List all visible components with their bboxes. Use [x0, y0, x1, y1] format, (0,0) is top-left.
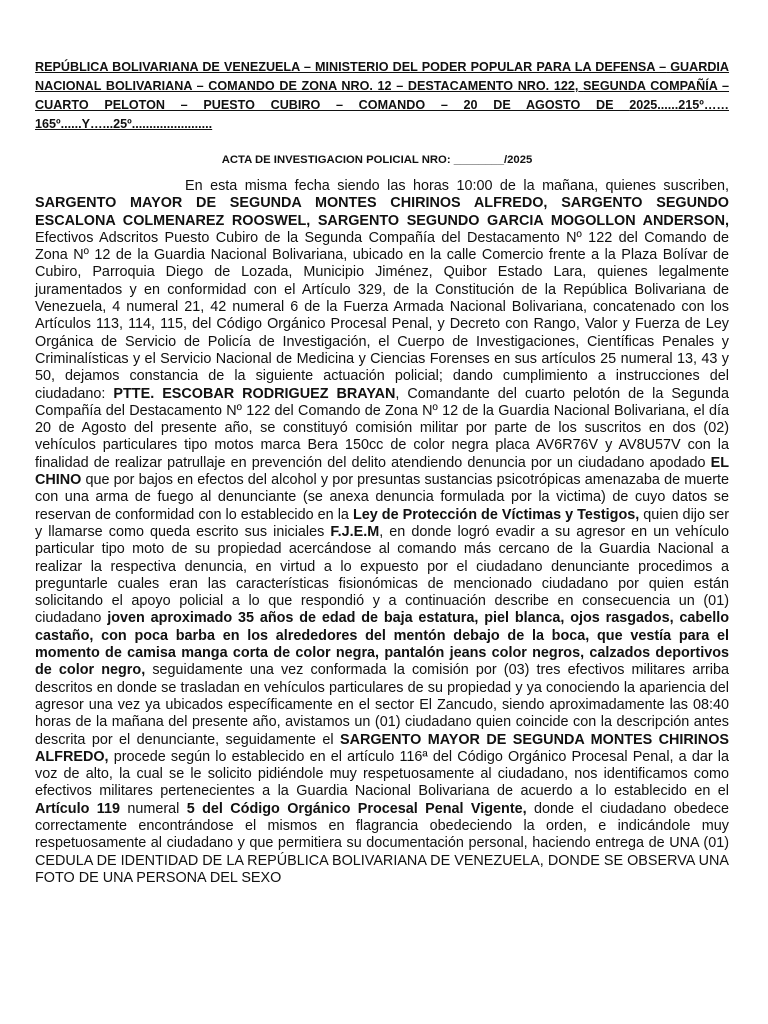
header-line-4: 2025......215º……165º......Y…...25º....................... [35, 98, 730, 131]
law-reference: Ley de Protección de Víctimas y Testigos, [352, 506, 640, 523]
document-body [35, 178, 729, 887]
body-text-segment: donde el ciudadano obedece correctamente encontrándose el mismos en flagrancia obedeciendo la orden, e indicándole muy respetuosamente al ciudadano y que permitiera su documentación personal, haciendo entrega de UNA (01) CEDULA DE IDENTIDAD DE LA REPÚBLICA BOLIVARIANA DE VENEZUELA, DONDE SE OBSERVA UNA FOTO DE UNA PERSONA DEL SEXO [35, 800, 729, 886]
complainant-initials: F.J.E.M [330, 523, 380, 540]
code-reference: 5 del Código Orgánico Procesal Penal Vigente, [186, 800, 527, 817]
body-text-segment: seguidamente una vez conformada la comisión por (03) tres efectivos militares arriba descritos en donde se trasladan en vehículos particulares de su propiedad y ya conociendo la apariencia del agresor una vez ya ubicados específicamente en el sector El Zancudo, siendo aproximadamente las 08:40 horas de la mañana del presente año, avistamos un (01) ciudadano quien coincide con la descripción antes descrita por el denunciante, seguidamente el [35, 662, 729, 748]
body-text-segment: , Comandante del cuarto pelotón de la Segunda Compañía del Destacamento Nº 122 del Comando de Zona Nº 12 de la Guardia Nacional Bolivariana, el día 20 de Agosto del presente año, se constituyó comisión militar por parte de los suscritos en dos (02) vehículos particulares tipo motos marca Bera 150cc de color negra placa AV6R76V y AV8U57V con la finalidad de realizar patrullaje en prevención del delito atendiendo denuncia por un ciudadano apodado [35, 385, 729, 471]
body-text-segment: En esta misma fecha siendo las horas 10:00 de la mañana, quienes suscriben, [185, 178, 729, 194]
suspect-description: joven aproximado 35 años de edad de baja estatura, piel blanca, ojos rasgados, cabello castaño, con poca barba en los alrededores del mentón debajo de la boca, que vestía para el momento de camisa manga corta de color negra, pantalón jeans color negros, calzados deportivos de color negro, [35, 610, 729, 679]
document-page [35, 58, 729, 887]
officer-name: SARGENTO MAYOR DE SEGUNDA MONTES CHIRINOS ALFREDO, [35, 731, 729, 765]
commander-name: PTTE. ESCOBAR RODRIGUEZ BRAYAN [113, 385, 396, 402]
body-text-segment: procede según lo establecido en el artículo 116ª del Código Orgánico Procesal Penal, a dar la voz de alto, la cual se le solicito pidiéndole muy respetuosamente al ciudadano, nos identificamos como efectivos militares pertenecientes a la Guardia Nacional Bolivariana de acuerdo a lo establecido en el [35, 748, 729, 800]
body-text-segment: numeral [119, 800, 187, 817]
acta-title: ACTA DE INVESTIGACION POLICIAL NRO: ________/2025 [221, 154, 533, 166]
officers-names: SARGENTO MAYOR DE SEGUNDA MONTES CHIRINOS ALFREDO, SARGENTO SEGUNDO ESCALONA COLMENAREZ ROOSWEL, SARGENTO SEGUNDO GARCIA MOGOLLON ANDERSON, [35, 195, 729, 229]
header-line-2: GUARDIA NACIONAL BOLIVARIANA – COMANDO DE ZONA NRO. 12 – DESTACAMENTO NRO. 122, [35, 60, 730, 93]
suspect-alias: EL CHINO [35, 454, 729, 489]
body-text-segment: que por bajos en efectos del alcohol y por presuntas sustancias psicotrópicas amenazaba de muerte con una arma de fuego al denunciante (se anexa denuncia formulada por la victima) de cuyo datos se reservan de conformidad con lo establecido en la [35, 472, 729, 523]
header-line-1: REPÚBLICA BOLIVARIANA DE VENEZUELA – MINISTERIO DEL PODER POPULAR PARA LA DEFENSA – [35, 60, 667, 74]
document-header [35, 58, 729, 134]
header-line-3: SEGUNDA COMPAÑÍA – CUARTO PELOTON – PUESTO CUBIRO – COMANDO – 20 DE AGOSTO DE [35, 79, 730, 112]
body-text-segment: quien dijo ser y llamarse como queda escrito sus iniciales [35, 506, 729, 540]
body-text-segment: Efectivos Adscritos Puesto Cubiro de la Segunda Compañía del Destacamento Nº 122 del Comando de Zona Nº 12 de la Guardia Nacional Bolivariana, ubicado en la calle Comercio frente a la Plaza Bolívar de Cubiro, Parroquia Diego de Lozada, Municipio Jiménez, Quibor Estado Lara, quienes legalmente juramentados y en conformidad con el Artículo 329, de la Constitución de la República Bolivariana de Venezuela, 4 numeral 21, 42 numeral 6 de la Fuerza Armada Nacional Bolivariana, concatenado con los Artículos 113, 114, 115, del Código Orgánico Procesal Penal, y Decreto con Rango, Valor y Fuerza de Ley Orgánica de Servicio de Policía de Investigación, el Cuerpo de Investigaciones, Científicas Penales y Criminalísticas y el Servicio Nacional de Medicina y Ciencias Forenses en sus artículos 25 numeral 13, 43 y 50, dejamos constancia de la siguiente actuación policial; dando cumplimiento a instrucciones del ciudadano: [35, 229, 729, 402]
body-text-segment: , en donde logró evadir a su agresor en un vehículo particular tipo moto de su propiedad acercándose al comando más cercano de la Guardia Nacional a realizar la respectiva denuncia, en virtud a lo expuesto por el ciudadano denunciante procedimos a preguntarle cuales eran las características fisionómicas de mencionado ciudadano por quien están solicitando el apoyo policial a lo que respondió y a continuación describe en consecuencia un (01) ciudadano [35, 523, 729, 627]
article-reference: Artículo 119 [35, 800, 120, 817]
